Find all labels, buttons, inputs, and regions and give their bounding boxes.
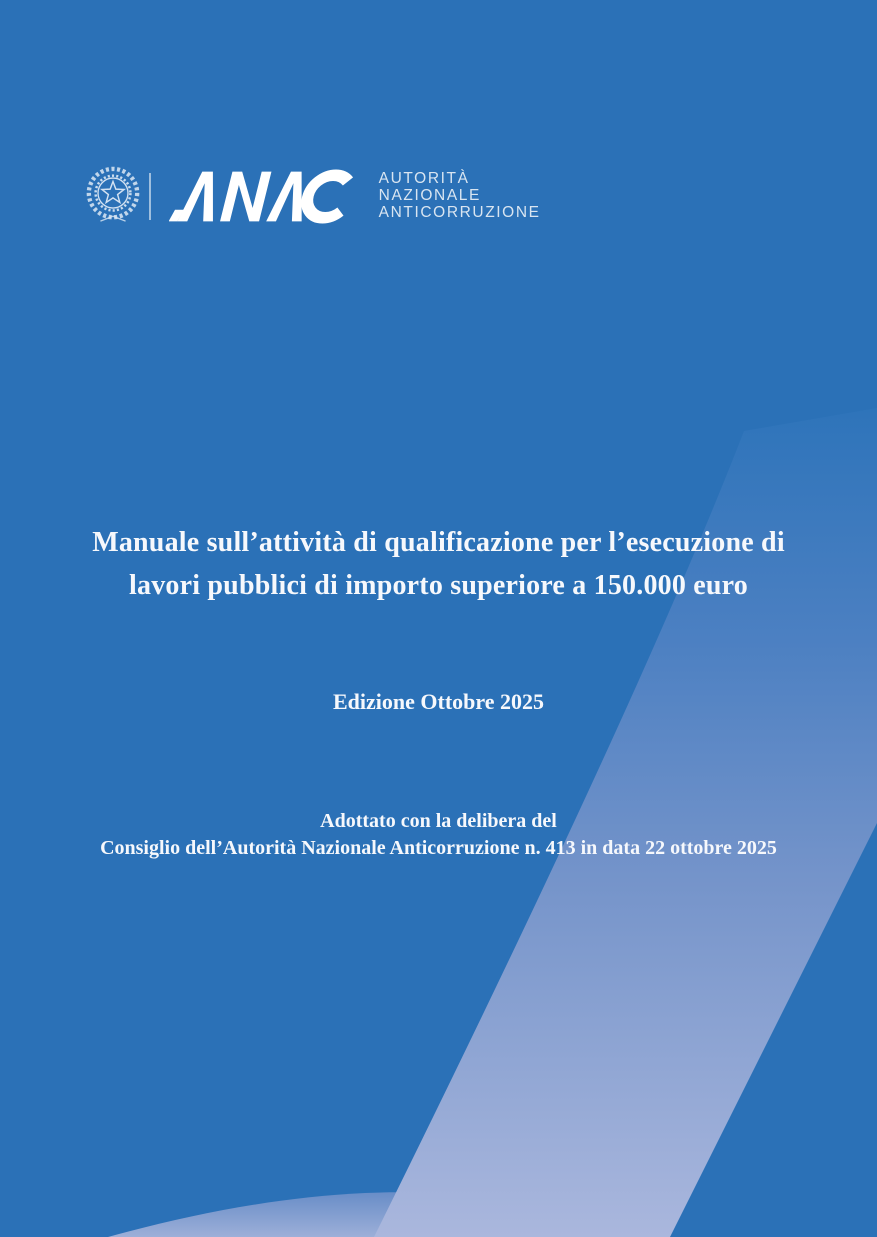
org-name <box>379 170 541 222</box>
cover-title <box>40 521 837 607</box>
logo-divider <box>149 173 151 220</box>
edition-label: Edizione Ottobre 2025 <box>332 689 545 714</box>
adoption-note-line: Consiglio dell’Autorità Nazionale Anticorruzione n. 413 in data 22 ottobre 2025 <box>100 837 777 859</box>
anac-logo-lockup <box>84 163 541 227</box>
italian-republic-emblem-icon <box>84 163 142 227</box>
cover-title-line: Manuale sull’attività di qualificazione per l’esecuzione di <box>92 527 785 558</box>
adoption-note <box>0 808 877 862</box>
cover-title-line: lavori pubblici di importo superiore a 150.000 euro <box>129 570 748 601</box>
anac-wordmark-logo <box>169 169 364 224</box>
adoption-note-line: Adottato con la delibera del <box>320 810 557 832</box>
org-name-line: ANTICORRUZIONE <box>378 204 541 222</box>
org-name-line: NAZIONALE <box>378 186 481 204</box>
org-name-line: AUTORITÀ <box>378 169 470 187</box>
